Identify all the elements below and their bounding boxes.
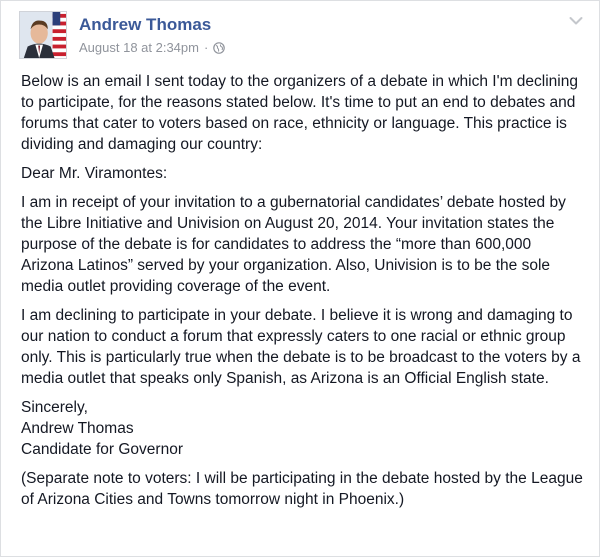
voter-note: (Separate note to voters: I will be participating in the debate hosted by the League of Arizona Cities and Towns tomorrow night in Phoenix.) — [21, 470, 583, 508]
letter-paragraph-1: I am in receipt of your invitation to a gubernatorial candidates’ debate hosted by the Libre Initiative and Univision on August 20, 2014. Your invitation states the purpose of the debate is for candidates to address the “more than 600,000 Arizona Latinos” served by your organization. Also, Univision is to be the sole media outlet providing coverage of the event. — [21, 194, 566, 295]
post-meta — [79, 40, 225, 55]
post-intro: Below is an email I sent today to the organizers of a debate in which I'm declining to participate, for the reasons stated below. It's time to put an end to debates and forums that cater to voters based on race, ethnicity or language. This practice is dividing and damaging our country: — [21, 73, 578, 153]
signature-name: Andrew Thomas — [21, 420, 134, 437]
profile-photo — [20, 12, 66, 58]
letter-signature — [21, 397, 587, 460]
meta-separator: · — [203, 40, 209, 55]
post-body — [21, 71, 587, 518]
letter-closing: Sincerely, — [21, 399, 88, 416]
avatar[interactable] — [19, 11, 67, 59]
signature-title: Candidate for Governor — [21, 441, 183, 458]
globe-icon[interactable] — [213, 42, 225, 54]
letter-salutation: Dear Mr. Viramontes: — [21, 165, 168, 182]
letter-paragraph-2: I am declining to participate in your debate. I believe it is wrong and damaging to our nation to conduct a forum that expressly caters to one racial or ethnic group only. This is particularly true when the debate is to be broadcast to the voters by a media outlet that speaks only Spanish, as Arizona is an Official English state. — [21, 307, 581, 387]
chevron-down-icon[interactable] — [569, 13, 583, 23]
author-name[interactable]: Andrew Thomas — [79, 15, 212, 34]
post-timestamp[interactable]: August 18 at 2:34pm — [79, 40, 199, 55]
